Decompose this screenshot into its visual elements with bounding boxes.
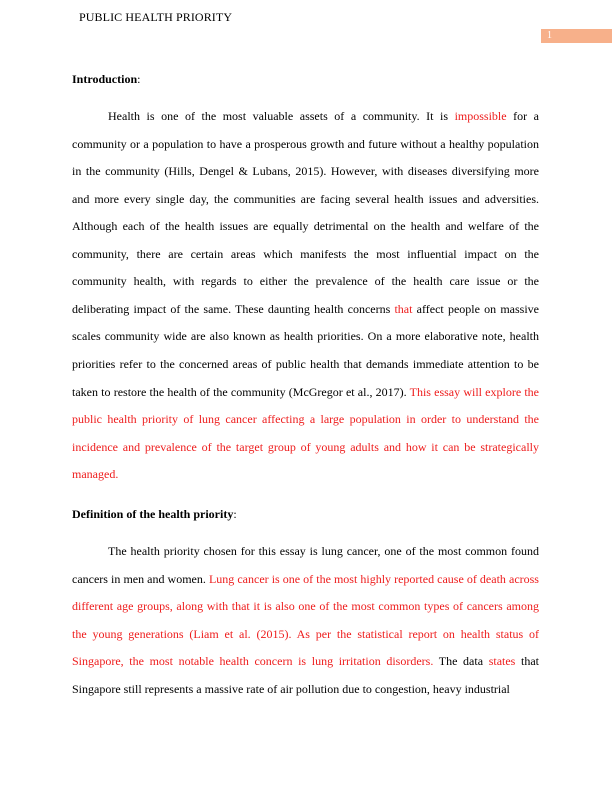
text-line	[72, 572, 539, 586]
text-run: The data	[433, 654, 489, 669]
text-line	[72, 247, 539, 261]
text-run: and more every single day, the communities are facing several health issues and adversities.	[72, 191, 539, 206]
text-line	[72, 412, 539, 426]
text-run: Singapore still represents a massive rate of air pollution due to congestion, heavy industrial	[72, 682, 510, 696]
highlighted-text: This essay will explore the	[409, 384, 539, 399]
text-run: for a	[506, 109, 539, 123]
highlighted-text: impossible	[454, 109, 507, 123]
text-line	[72, 219, 539, 233]
text-line	[108, 109, 539, 123]
highlighted-text: the young generations (Liam et al. (2015). As per the statistical report on health status of	[72, 626, 539, 641]
text-run: affect people on massive	[412, 301, 540, 316]
highlighted-text: that	[394, 301, 413, 316]
text-line	[72, 192, 539, 206]
text-line	[72, 682, 539, 696]
text-line	[72, 137, 539, 151]
text-run: community, there are certain areas which manifests the most influential impact on the	[72, 246, 539, 261]
text-run: community or a population to have a prosperous growth and future without a healthy population	[72, 136, 539, 151]
text-run: The health priority chosen for this essay is lung cancer, one of the most common found	[108, 544, 539, 558]
section-heading-introduction: Introduction:	[72, 72, 141, 86]
highlighted-text: Singapore, the most notable health concern is lung irritation disorders.	[72, 654, 434, 669]
text-line	[72, 329, 539, 343]
text-run: taken to restore the health of the community (McGregor et al., 2017).	[72, 384, 410, 399]
text-line	[72, 599, 539, 613]
text-run: priorities refer to the concerned areas of public health that demands immediate attention to be	[72, 356, 539, 371]
text-run: in the community (Hills, Dengel & Lubans, 2015). However, with diseases diversifying more	[72, 164, 539, 179]
text-line	[72, 164, 539, 178]
text-run: community health, with regards to either the prevalence of the health care issue or the	[72, 274, 539, 289]
text-line	[72, 274, 539, 288]
text-run: cancers in men and women.	[72, 571, 209, 586]
text-run: deliberating impact of the same. These daunting health concerns	[72, 301, 395, 316]
text-line	[72, 385, 539, 399]
text-line	[108, 544, 539, 558]
section-heading-definition: Definition of the health priority:	[72, 507, 237, 521]
text-run: Health is one of the most valuable assets of a community. It is	[108, 109, 455, 123]
running-header-title: PUBLIC HEALTH PRIORITY	[79, 10, 233, 24]
text-line	[72, 302, 539, 316]
text-line	[72, 627, 539, 641]
text-run: Although each of the health issues are equally detrimental on the health and welfare of the	[72, 219, 539, 234]
text-line	[72, 467, 539, 481]
text-run: scales community wide are also known as health priorities. On a more elaborative note, health	[72, 329, 539, 344]
page-number: 1	[541, 29, 612, 43]
highlighted-text: managed.	[72, 467, 119, 482]
highlighted-text: states	[488, 654, 516, 669]
highlighted-text: different age groups, along with that it is also one of the most common types of cancers among	[72, 599, 539, 614]
text-run: that	[515, 654, 539, 669]
text-line	[72, 654, 539, 668]
text-line	[72, 440, 539, 454]
highlighted-text: incidence and prevalence of the target group of young adults and how it can be strategically	[72, 439, 539, 454]
highlighted-text: public health priority of lung cancer affecting a large population in order to understand the	[72, 412, 539, 427]
highlighted-text: Lung cancer is one of the most highly reported cause of death across	[208, 571, 539, 586]
text-line	[72, 357, 539, 371]
